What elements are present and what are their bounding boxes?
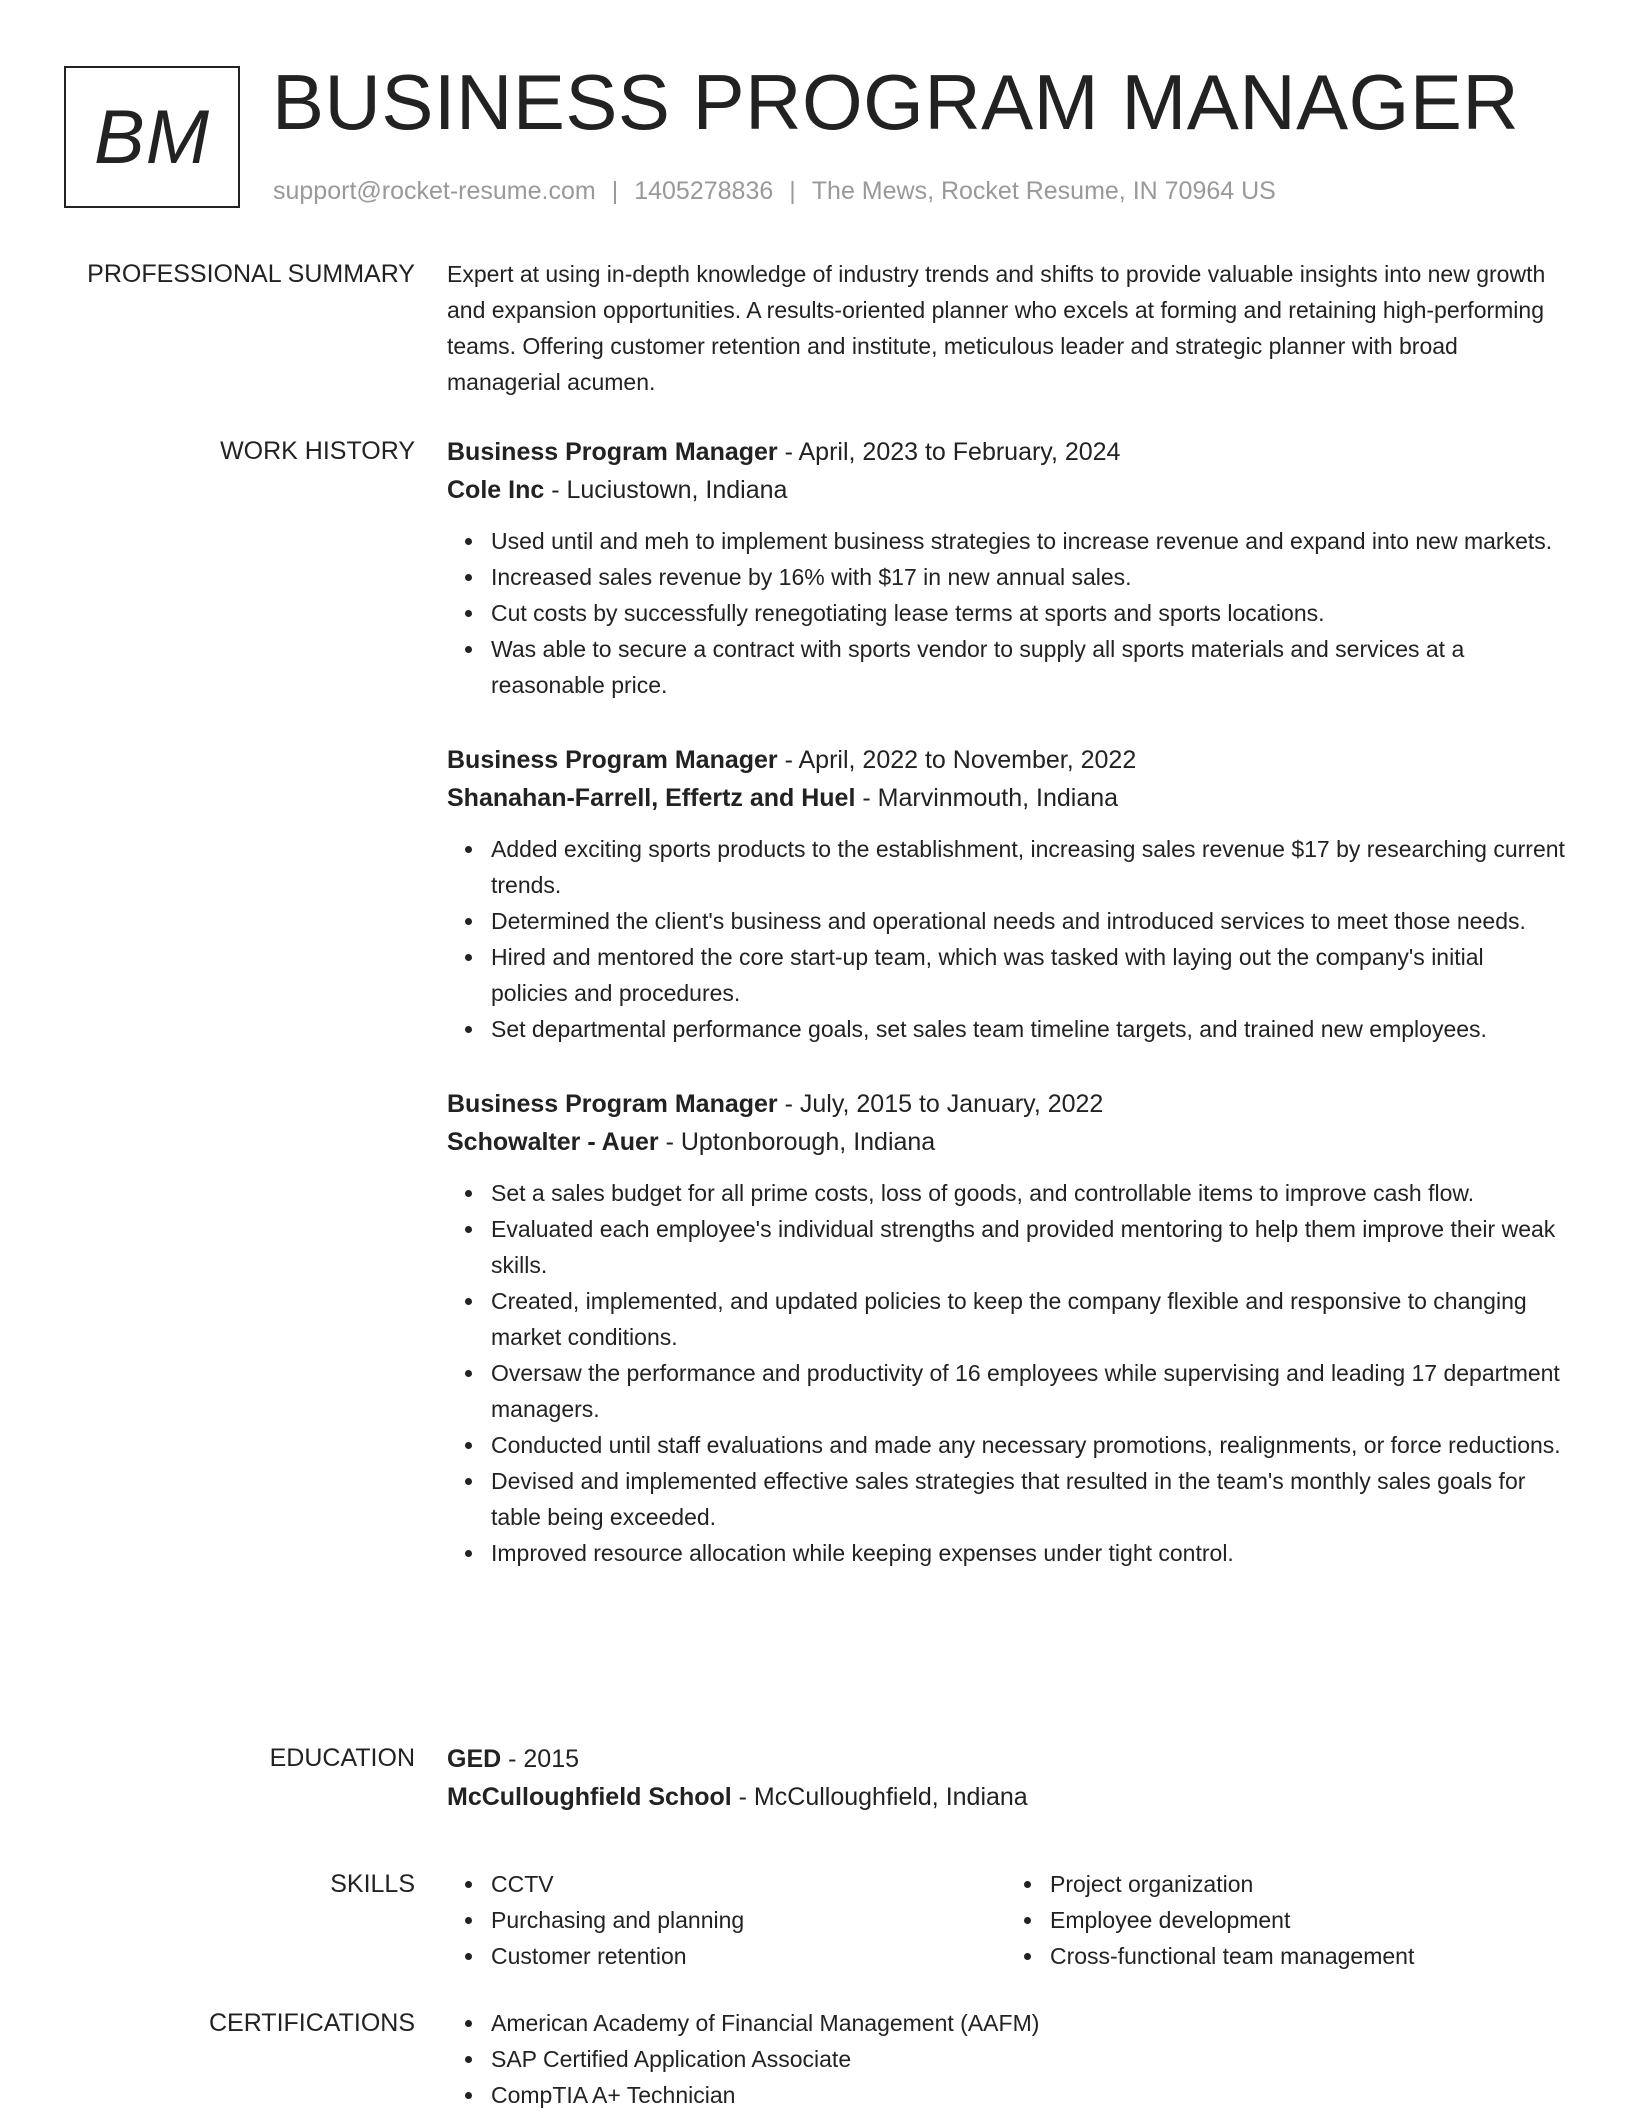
list-item: Devised and implemented effective sales strategies that resulted in the team's monthly sales goals for table being exceeded. [491,1463,1565,1535]
job-company: Schowalter - Auer [447,1128,659,1156]
section-heading-skills: SKILLS [330,1870,415,1898]
job-title-line [447,741,1565,779]
monogram-logo: BM [64,66,240,208]
job-title-line [447,433,1565,471]
certifications-body [447,2005,1565,2113]
work-history-body [447,433,1565,1571]
list-item: Set a sales budget for all prime costs, loss of goods, and controllable items to improve cash flow. [491,1175,1565,1211]
skills-column-1 [447,1866,1006,1974]
education-school-line [447,1778,1565,1816]
section-heading-education: EDUCATION [269,1744,415,1772]
contact-line [273,174,1276,208]
list-item: Determined the client's business and operational needs and introduced services to meet those needs. [491,903,1565,939]
job-company-line [447,1123,1565,1161]
job-bullets [447,523,1565,703]
education-degree: GED [447,1745,502,1773]
job-dates: - April, 2023 to February, 2024 [777,438,1121,466]
list-item: Employee development [1050,1902,1565,1938]
list-item: Oversaw the performance and productivity of 16 employees while supervising and leading 17 department managers. [491,1355,1565,1427]
skills-body [447,1866,1565,1974]
job-title-line [447,1085,1565,1123]
list-item: Cross-functional team management [1050,1938,1565,1974]
job-bullets [447,831,1565,1047]
list-item: Improved resource allocation while keeping expenses under tight control. [491,1535,1565,1571]
section-heading-summary: PROFESSIONAL SUMMARY [87,260,415,288]
skills-grid [447,1866,1565,1974]
job-dates: - April, 2022 to November, 2022 [777,746,1137,774]
list-item: CompTIA A+ Technician [491,2077,1565,2113]
skills-column-2 [1006,1866,1565,1974]
job-entry [447,433,1565,703]
email-link[interactable]: support@rocket-resume.com [273,177,596,205]
list-item: Set departmental performance goals, set sales team timeline targets, and trained new employees. [491,1011,1565,1047]
job-location: - Marvinmouth, Indiana [855,784,1119,812]
job-company: Shanahan-Farrell, Effertz and Huel [447,784,856,812]
list-item: Purchasing and planning [491,1902,1006,1938]
candidate-name: BUSINESS PROGRAM MANAGER [272,58,1520,146]
list-item: Customer retention [491,1938,1006,1974]
job-title: Business Program Manager [447,438,778,466]
list-item: Hired and mentored the core start-up team, which was tasked with laying out the company's initial policies and procedures. [491,939,1565,1011]
job-dates: - July, 2015 to January, 2022 [777,1090,1104,1118]
section-heading-certifications: CERTIFICATIONS [208,2009,415,2037]
job-company-line [447,779,1565,817]
job-location: - Luciustown, Indiana [544,476,788,504]
phone-number: 1405278836 [634,177,774,205]
list-item: Created, implemented, and updated policies to keep the company flexible and responsive to changing market conditions. [491,1283,1565,1355]
list-item: Was able to secure a contract with sports vendor to supply all sports materials and services at a reasonable price. [491,631,1565,703]
section-heading-work-history: WORK HISTORY [220,437,415,465]
job-title: Business Program Manager [447,1090,778,1118]
contact-separator: | [789,177,796,205]
list-item: Used until and meh to implement business strategies to increase revenue and expand into new markets. [491,523,1565,559]
job-title: Business Program Manager [447,746,778,774]
job-entry [447,1085,1565,1571]
list-item: Added exciting sports products to the establishment, increasing sales revenue $17 by researching current trends. [491,831,1565,903]
job-location: - Uptonborough, Indiana [658,1128,936,1156]
list-item: SAP Certified Application Associate [491,2041,1565,2077]
list-item: Evaluated each employee's individual strengths and provided mentoring to help them improve their weak skills. [491,1211,1565,1283]
education-body [447,1740,1565,1816]
education-degree-line [447,1740,1565,1778]
contact-separator: | [611,177,619,205]
job-company: Cole Inc [447,476,545,504]
certifications-list [447,2005,1565,2113]
list-item: American Academy of Financial Management (AAFM) [491,2005,1565,2041]
job-bullets [447,1175,1565,1571]
list-item: Cut costs by successfully renegotiating lease terms at sports and sports locations. [491,595,1565,631]
list-item: Project organization [1050,1866,1565,1902]
list-item: CCTV [491,1866,1006,1902]
job-company-line [447,471,1565,509]
summary-body [447,256,1565,400]
summary-text: Expert at using in-depth knowledge of industry trends and shifts to provide valuable insights into new growth and expansion opportunities. A results-oriented planner who excels at forming and retaining high-performing teams. Offering customer retention and institute, meticulous leader and strategic planner with broad managerial acumen. [447,261,1546,395]
job-entry [447,741,1565,1047]
list-item: Increased sales revenue by 16% with $17 in new annual sales. [491,559,1565,595]
address: The Mews, Rocket Resume, IN 70964 US [811,177,1276,205]
education-year: - 2015 [501,1745,580,1773]
list-item: Conducted until staff evaluations and made any necessary promotions, realignments, or force reductions. [491,1427,1565,1463]
education-school: McCulloughfield School [447,1783,732,1811]
education-location: - McCulloughfield, Indiana [731,1783,1028,1811]
